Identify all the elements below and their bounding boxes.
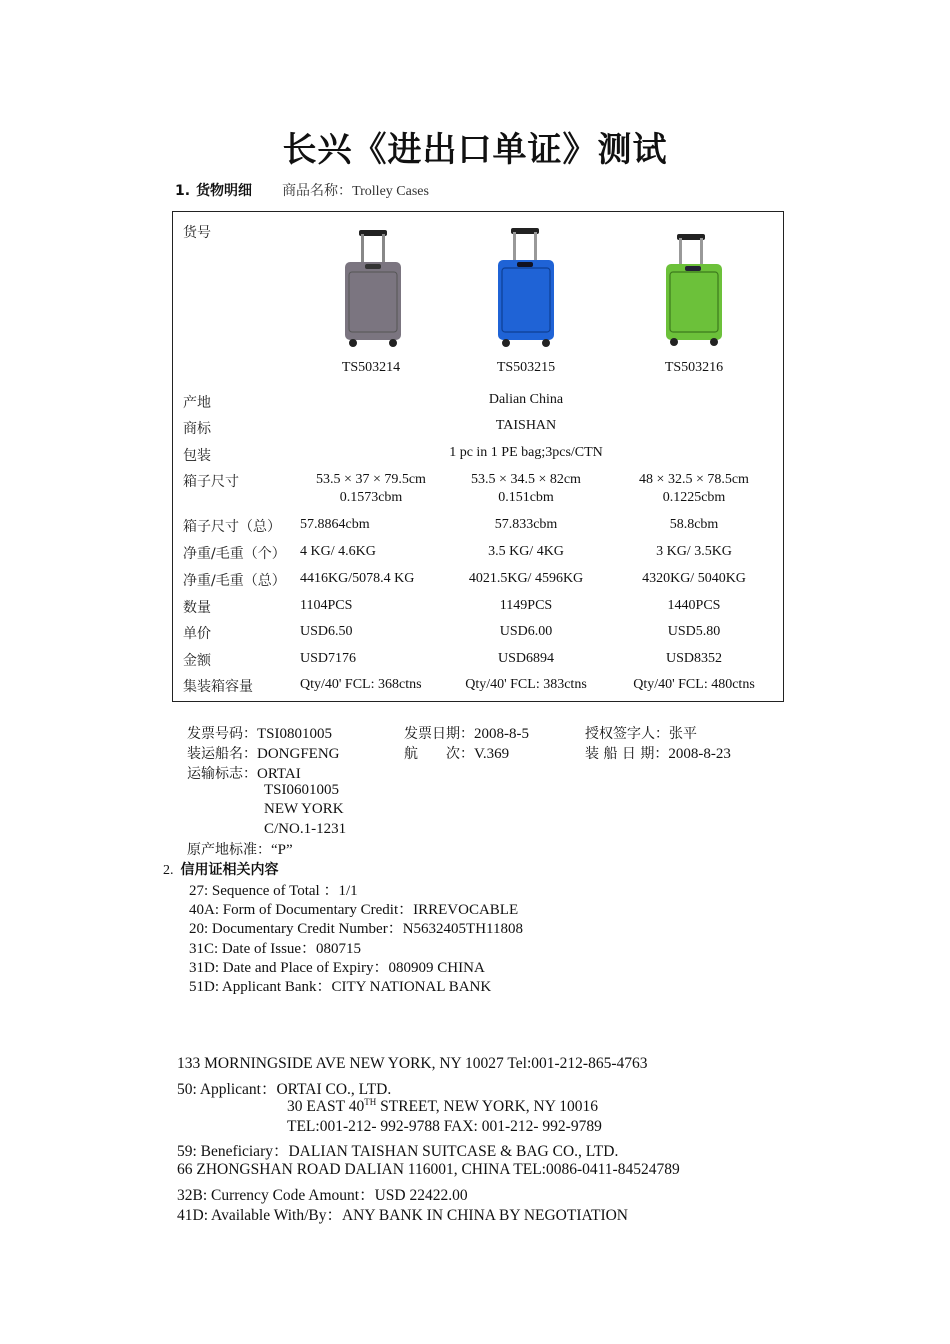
- quantity-2: 1149PCS: [499, 598, 553, 613]
- suitcase-grey-image: [341, 228, 405, 350]
- applicant-label: 50: Applicant：: [177, 1081, 277, 1098]
- bank-address: 133 MORNINGSIDE AVE NEW YORK, NY 10027 Tel:001-212-865-4763: [177, 1055, 648, 1072]
- shipping-marks: [187, 763, 301, 783]
- carton-cbm: 0.151cbm: [498, 490, 554, 505]
- lc-expiry: 31D: Date and Place of Expiry：080909 CHINA: [189, 960, 485, 976]
- goods-table: [172, 211, 784, 702]
- container-2: Qty/40' FCL: 383ctns: [465, 677, 587, 692]
- amount-3: USD8352: [665, 651, 722, 666]
- quantity-label: 数量: [183, 600, 211, 616]
- beneficiary: 59: Beneficiary：DALIAN TAISHAN SUITCASE & BAG CO., LTD.: [177, 1143, 619, 1160]
- weight-each-label: 净重/毛重（个）: [183, 546, 286, 562]
- brand-value: TAISHAN: [495, 418, 557, 433]
- carton-dims: 53.5 × 34.5 × 82cm: [471, 472, 581, 487]
- carton-size-1: [286, 471, 456, 507]
- section2-title: 信用证相关内容: [180, 862, 279, 878]
- item-code-2: TS503215: [496, 360, 556, 375]
- lc-issue-date: 31C: Date of Issue：080715: [189, 941, 362, 957]
- brand-label: 商标: [183, 421, 211, 437]
- invoice-date-value: 2008-8-5: [474, 726, 529, 742]
- item-no-label: 货号: [183, 225, 211, 241]
- page-title: 长兴《进出口单证》测试: [282, 130, 668, 170]
- unit-price-label: 单价: [183, 626, 211, 642]
- container-3: Qty/40' FCL: 480ctns: [633, 677, 755, 692]
- amount-2: USD6894: [497, 651, 554, 666]
- beneficiary-address: 66 ZHONGSHAN ROAD DALIAN 116001, CHINA TEL:0086-0411-84524789: [177, 1161, 680, 1178]
- signer: [585, 723, 697, 743]
- shipping-mark-line: NEW YORK: [264, 801, 344, 817]
- total-size-2: 57.833cbm: [494, 517, 558, 532]
- lc-number: 20: Documentary Credit Number：N5632405TH11808: [189, 921, 523, 937]
- suitcase-body: [345, 262, 401, 340]
- carton-cbm: 0.1573cbm: [339, 490, 403, 505]
- applicant-tel: TEL:001-212- 992-9788 FAX: 001-212- 992-9789: [287, 1118, 602, 1135]
- carton-size-3: [609, 471, 779, 507]
- unit-price-3: USD5.80: [667, 624, 721, 639]
- carton-dims: 48 × 32.5 × 78.5cm: [639, 472, 749, 487]
- quantity-1: 1104PCS: [300, 598, 353, 613]
- total-size-1: 57.8864cbm: [300, 517, 370, 532]
- suitcase-blue-image: [495, 226, 557, 350]
- amount-label: 金额: [183, 653, 211, 669]
- shipping-mark-line: C/NO.1-1231: [264, 821, 347, 837]
- applicant-address: [287, 1097, 598, 1116]
- voyage: [404, 743, 509, 763]
- currency-amount: 32B: Currency Code Amount：USD 22422.00: [177, 1187, 468, 1204]
- voyage-label: 航 次：: [404, 746, 474, 762]
- signer-value: 张平: [669, 726, 697, 742]
- ordinal-suffix: TH: [364, 1097, 377, 1107]
- section1-title: 货物明细: [196, 183, 253, 199]
- applicant-address-start: 30 EAST 40: [287, 1098, 365, 1116]
- ship-date-label: 装 船 日 期：: [585, 746, 669, 762]
- ship-date-value: 2008-8-23: [668, 746, 731, 762]
- weight-total-label: 净重/毛重（总）: [183, 573, 286, 589]
- section2-number: 2.: [163, 863, 174, 878]
- applicant: [177, 1077, 391, 1099]
- section1-number: 1.: [175, 183, 191, 199]
- lc-form: 40A: Form of Documentary Credit：IRREVOCABLE: [189, 902, 519, 918]
- shipping-mark-line: TSI0601005: [264, 782, 339, 798]
- invoice-number-value: TSI0801005: [257, 726, 332, 742]
- invoice-number-label: 发票号码：: [187, 726, 257, 742]
- quantity-3: 1440PCS: [667, 598, 721, 613]
- product-name: Trolley Cases: [352, 184, 429, 199]
- item-code-1: TS503214: [341, 360, 401, 375]
- origin-value: Dalian China: [488, 392, 564, 407]
- product-name-line: [282, 184, 429, 199]
- amount-1: USD7176: [300, 651, 357, 666]
- total-size-3: 58.8cbm: [669, 517, 719, 532]
- suitcase-green-image: [663, 232, 725, 348]
- available-with: 41D: Available With/By：ANY BANK IN CHINA BY NEGOTIATION: [177, 1207, 628, 1224]
- carton-size-label: 箱子尺寸: [183, 474, 239, 490]
- weight-each-1: 4 KG/ 4.6KG: [300, 544, 376, 559]
- signer-label: 授权签字人：: [585, 726, 669, 742]
- carton-dims: 53.5 × 37 × 79.5cm: [316, 472, 426, 487]
- weight-total-1: 4416KG/5078.4 KG: [300, 571, 415, 586]
- weight-total-3: 4320KG/ 5040KG: [642, 571, 746, 586]
- weight-each-3: 3 KG/ 3.5KG: [656, 544, 732, 559]
- item-code-3: TS503216: [664, 360, 724, 375]
- container-label: 集装箱容量: [183, 679, 253, 695]
- ship-date: [585, 743, 731, 763]
- origin-criterion-label: 原产地标准：: [187, 842, 271, 858]
- container-1: Qty/40' FCL: 368ctns: [300, 677, 422, 692]
- vessel-value: DONGFENG: [257, 746, 340, 762]
- packing-value: 1 pc in 1 PE bag;3pcs/CTN: [449, 445, 603, 460]
- origin-label: 产地: [183, 395, 211, 411]
- vessel: [187, 743, 340, 763]
- applicant-name: ORTAI CO., LTD.: [276, 1081, 392, 1098]
- suitcase-body: [666, 264, 722, 340]
- carton-cbm: 0.1225cbm: [662, 490, 726, 505]
- carton-size-2: [441, 471, 611, 507]
- suitcase-body: [498, 260, 554, 340]
- section2-heading: [163, 859, 279, 879]
- shipping-mark-line: ORTAI: [257, 766, 301, 782]
- product-name-label: 商品名称：: [282, 183, 353, 199]
- vessel-label: 装运船名：: [187, 746, 257, 762]
- lc-applicant-bank: 51D: Applicant Bank：CITY NATIONAL BANK: [189, 979, 492, 995]
- unit-price-1: USD6.50: [300, 624, 353, 639]
- shipping-marks-label: 运输标志：: [187, 766, 257, 782]
- unit-price-2: USD6.00: [499, 624, 553, 639]
- origin-criterion: [187, 839, 293, 859]
- invoice-number: [187, 723, 332, 743]
- invoice-date: [404, 723, 529, 743]
- applicant-address-end: STREET, NEW YORK, NY 10016: [376, 1098, 598, 1116]
- weight-total-2: 4021.5KG/ 4596KG: [468, 571, 584, 586]
- total-size-label: 箱子尺寸（总）: [183, 519, 281, 535]
- packing-label: 包装: [183, 448, 211, 464]
- origin-criterion-value: “P”: [271, 842, 293, 858]
- lc-sequence: 27: Sequence of Total ：1/1: [189, 883, 358, 899]
- weight-each-2: 3.5 KG/ 4KG: [488, 544, 564, 559]
- voyage-value: V.369: [474, 746, 510, 762]
- section1-heading: [175, 180, 429, 200]
- invoice-date-label: 发票日期：: [404, 726, 474, 742]
